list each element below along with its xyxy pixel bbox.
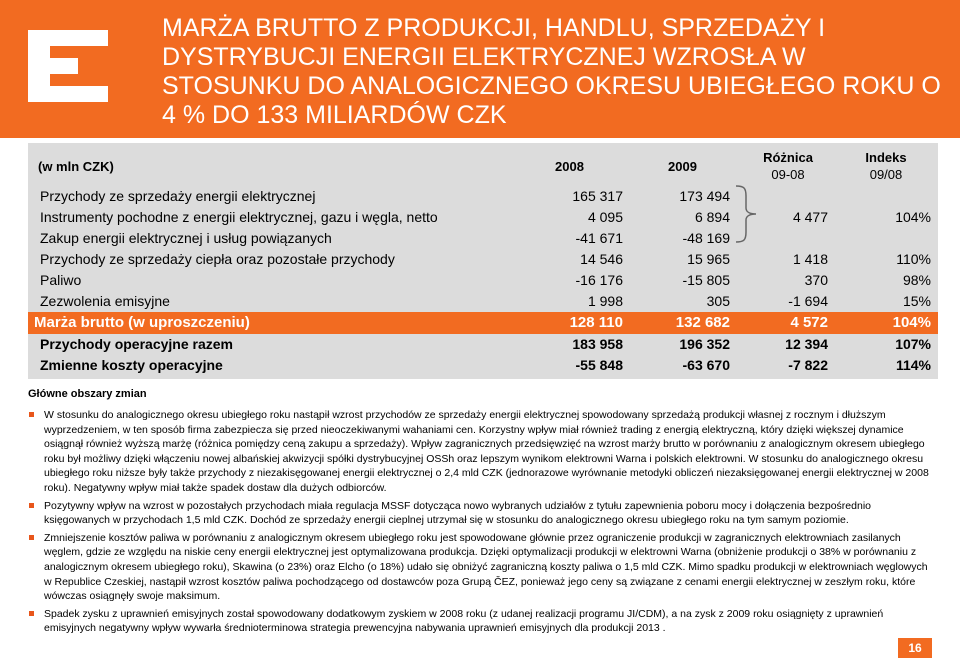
cell-diff: -7 822	[788, 357, 828, 373]
note-text: Pozytywny wpływ na wzrost w pozostałych przychodach miała regulacja MSSF dotycząca nowo wybranych udziałów z tytułu zapewnienia poboru mocy i dołączenia bezpośrednio księgowanych w przychodach 1,5 mld CZK. Dochód ze sprzedaży energii cieplnej utrzymał się w stosunku do analogicznego okresu ubiegłego roku na tym samym poziomie.	[44, 499, 871, 527]
cell-2009: -63 670	[682, 357, 730, 373]
table-row	[28, 207, 938, 228]
row-label: Marża brutto (w uproszczeniu)	[34, 314, 250, 331]
table-header	[28, 143, 938, 187]
row-label: Przychody operacyjne razem	[40, 336, 233, 352]
cell-index: 15%	[902, 293, 931, 309]
row-label: Zakup energii elektrycznej i usług powiązanych	[40, 230, 332, 246]
table-row	[28, 186, 938, 207]
row-label: Przychody ze sprzedaży energii elektrycznej	[40, 188, 316, 204]
cell-diff: 370	[804, 272, 828, 288]
cell-index: 110%	[896, 251, 931, 267]
note-item	[28, 499, 938, 528]
unit-label: (w mln CZK)	[38, 159, 114, 174]
note-item	[28, 531, 938, 604]
cell-2008: 165 317	[572, 188, 623, 204]
financial-table	[28, 143, 938, 379]
cell-index: 98%	[902, 272, 931, 288]
row-label: Paliwo	[40, 272, 82, 288]
cell-index: 104%	[892, 314, 931, 331]
square-bullet-icon	[29, 503, 34, 508]
row-label: Zmienne koszty operacyjne	[40, 357, 223, 373]
cell-2009: -48 169	[682, 230, 730, 246]
cell-2009: 173 494	[679, 188, 730, 204]
col-diff-title: Różnica	[763, 150, 813, 165]
cell-diff: 4 572	[790, 314, 828, 331]
cell-2008: 1 998	[587, 293, 623, 309]
row-label: Zezwolenia emisyjne	[40, 293, 170, 309]
col-index-header	[848, 149, 924, 183]
cell-diff: 1 418	[792, 251, 828, 267]
cell-2008: -55 848	[575, 357, 623, 373]
cell-2009: 305	[706, 293, 730, 309]
square-bullet-icon	[29, 611, 34, 616]
note-text: W stosunku do analogicznego okresu ubiegłego roku nastąpił wzrost przychodów ze sprzedaży energii elektrycznej spowodowany sprzedażą produkcji własnej z rocznym i dłuższym wyprzedzeniem, w ten sposób firma zabezpiecza się przed nieoczekiwanymi wahaniami cen. Korzystny wpływ miał również trading z energią elektryczną, który dzięki większej dynamice osiągnął również wyższą marżę (różnica pomiędzy ceną zakupu a sprzedaży). Wpływ zagranicznych przedsięwzięć na wzrost marży brutto w porównaniu z analogicznym okresem ubiegłego roku był możliwy dzięki włączeniu nowej albańskiej akwizycji spółki dystrybucyjnej OSSh oraz lepszym wynikom elektrowni Warna i polskich elektrowni. W stosunku do analogicznego okresu ubiegłego roku niższe były także przychody z niezakisęgowanej energii elektrycznej o 2,4 mld CZK (jednorazowe wyrównanie metodyki obliczeń niezaksięgowanej energii elektrycznej w 2008 roku). Negatywny wpływ miał także spadek dostaw dla dużych odbiorców.	[44, 409, 929, 494]
cell-2008: 4 095	[587, 209, 623, 225]
cell-diff: -1 694	[788, 293, 828, 309]
cell-2008: 183 958	[572, 336, 623, 352]
cell-2008: 14 546	[580, 251, 623, 267]
col-diff-sub: 09-08	[771, 167, 805, 182]
cell-2008: -41 671	[575, 230, 623, 246]
cell-index: 104%	[895, 209, 931, 225]
note-item	[28, 408, 938, 496]
note-text: Zmniejszenie kosztów paliwa w porównaniu z analogicznym okresem ubiegłego roku jest spowodowane głównie przez ograniczenie produkcji w zagranicznych elektrowniach zasilanych węglem, gdzie ze względu na niskie ceny energii elektrycznej jest optymalizowana produkcja. Dzięki optymalizacji produkcji w elektrowni Warna (obniżenie produkcji o 38% w porównaniu z analogicznym okresem ubiegłego roku), Skawina (o 23%) oraz Elcho (o 18%) udało się obniżyć zagraniczną koszty paliwa o 1,5 mld CZK. Mimo spadku produkcji w elektrowniach węglowych w Republice Czeskiej, nastąpił wzrost kosztów paliwa pochodzącego od dostawców poza Grupą ČEZ, ponieważ jego ceny są związane z cenami energii elektrycznej w zeszłym roku, które wówczas osiągnęły swoje maksimum.	[44, 531, 928, 603]
cell-2009: 196 352	[679, 336, 730, 352]
note-item	[28, 607, 938, 636]
brace-icon	[734, 184, 760, 244]
cell-2009: 15 965	[687, 251, 730, 267]
cell-diff: 12 394	[785, 336, 828, 352]
cell-2009: -15 805	[682, 272, 730, 288]
cell-2008: -16 176	[575, 272, 623, 288]
notes-title: Główne obszary zmian	[28, 388, 147, 400]
cell-index: 114%	[895, 357, 931, 373]
notes-section	[28, 388, 938, 639]
page-number: 16	[898, 638, 932, 658]
table-row	[28, 334, 938, 355]
col-diff-header	[750, 149, 826, 183]
header-band	[0, 0, 960, 138]
cell-2008: 128 110	[569, 314, 623, 331]
row-label: Przychody ze sprzedaży ciepła oraz pozostałe przychody	[40, 251, 395, 267]
cez-logo-icon	[22, 24, 120, 110]
col-index-title: Indeks	[865, 150, 907, 165]
cell-2009: 132 682	[675, 314, 730, 331]
square-bullet-icon	[29, 412, 34, 417]
table-row	[28, 291, 938, 312]
square-bullet-icon	[29, 535, 34, 540]
table-row	[28, 355, 938, 376]
cell-index: 107%	[895, 336, 931, 352]
note-text: Spadek zysku z uprawnień emisyjnych został spowodowany dodatkowym zyskiem w 2008 roku (z udanej realizacji programu JI/CDM), a na zysk z 2009 roku osiągnięty z uprawnień emisyjnych negatywny wpływ wywarła średnioterminowa strategia prewencyjna nabywania uprawnień emisyjnych dla produkcji 2013 .	[44, 607, 884, 635]
page-title: MARŻA BRUTTO Z PRODUKCJI, HANDLU, SPRZEDAŻY I DYSTRYBUCJI ENERGII ELEKTRYCZNEJ WZROSŁA W STOSUNKU DO ANALOGICZNEGO OKRESU UBIEGŁEGO ROKU O 4 % DO 133 MILIARDÓW CZK	[162, 14, 941, 129]
cell-2009: 6 894	[694, 209, 730, 225]
col-index-sub: 09/08	[869, 167, 903, 182]
cell-diff: 4 477	[792, 209, 828, 225]
table-row	[28, 228, 938, 249]
table-row	[28, 249, 938, 270]
gross-margin-row	[28, 312, 938, 334]
col-2008-header: 2008	[555, 159, 584, 174]
col-2009-header: 2009	[668, 159, 697, 174]
row-label: Instrumenty pochodne z energii elektrycznej, gazu i węgla, netto	[40, 209, 438, 225]
table-row	[28, 270, 938, 291]
